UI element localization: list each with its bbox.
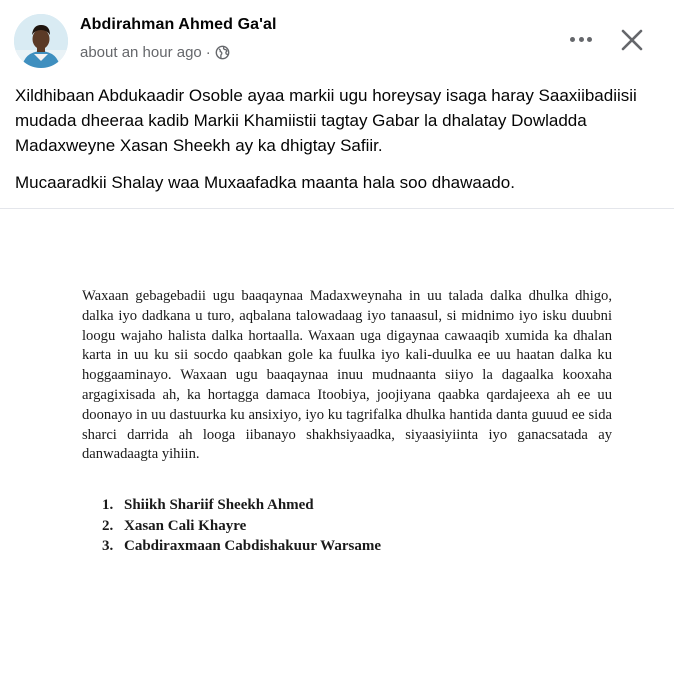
signatory-name: Cabdiraxmaan Cabdishakuur Warsame	[124, 538, 382, 554]
more-dot	[587, 37, 592, 42]
globe-icon[interactable]	[215, 45, 230, 60]
document-body-text: Waxaan gebagebadii ugu baaqaynaa Madaxweynaha in uu talada dalka dhulka dhigo, dalka iyo dadkana u turo, aqbalana talowadaag iyo tanaasul, si midnimo iyo isku duubni loogu wajaho halista dalka hortaalla. Waxaan uga digaynaa cawaaqib xumida ka dhalan karta in uu ku sii socdo qaabkan gole ka fuulka iyo kali-duulka ee uu haatan dalka ku hoggaaminayo. Waxaan ugu baaqaynaa inuu mudnaanta siiyo la dagaalka kooxaha argagixisada ah, ka hortagga damaca Itoobiya, joojiyana qaabka qardajeexa ah ee uu doonayo in uu dastuurka ku ansixiyo, iyo ku tagrifalka dhulka hantida danta guuud ee sida sharci darrida ah looga iibanayo shakhsiyaadka, siyaasiyiinta iyo ganacsatada ay danwadaagta yihiin.	[82, 288, 612, 463]
meta-separator: ·	[205, 44, 211, 61]
signatory-item	[102, 495, 381, 516]
signatory-item	[102, 536, 381, 557]
post-meta	[80, 44, 230, 61]
signatory-number: 2.	[102, 517, 114, 534]
attached-document-image[interactable]	[0, 209, 674, 674]
signatory-name: Xasan Cali Khayre	[124, 517, 247, 534]
post-paragraph: Xildhibaan Abdukaadir Osoble ayaa markii ugu horeysay isaga haray Saaxiibadiisii mudada dheeraa kadib Markii Khamiistii tagtay Gabar la dhalatay Dowladda Madaxweyne Xasan Sheekh ay ka dhigtay Safiir.	[15, 86, 637, 155]
post-timestamp[interactable]: about an hour ago	[80, 44, 202, 61]
more-dot	[570, 37, 575, 42]
signatory-item	[102, 516, 381, 537]
signatory-name: Shiikh Shariif Sheekh Ahmed	[124, 497, 314, 513]
signatory-number: 3.	[102, 538, 114, 554]
signatory-number: 1.	[102, 497, 114, 513]
avatar[interactable]	[14, 14, 68, 68]
close-icon[interactable]	[618, 26, 646, 54]
post-text	[15, 83, 665, 195]
more-dot	[579, 37, 584, 42]
post-header	[0, 0, 674, 76]
signatories-list	[102, 495, 381, 557]
avatar-image	[14, 14, 68, 68]
author-name[interactable]: Abdirahman Ahmed Ga'al	[80, 16, 277, 33]
post-paragraph: Mucaaradkii Shalay waa Muxaafadka maanta hala soo dhawaado.	[15, 173, 515, 192]
more-options-icon[interactable]	[564, 26, 598, 52]
